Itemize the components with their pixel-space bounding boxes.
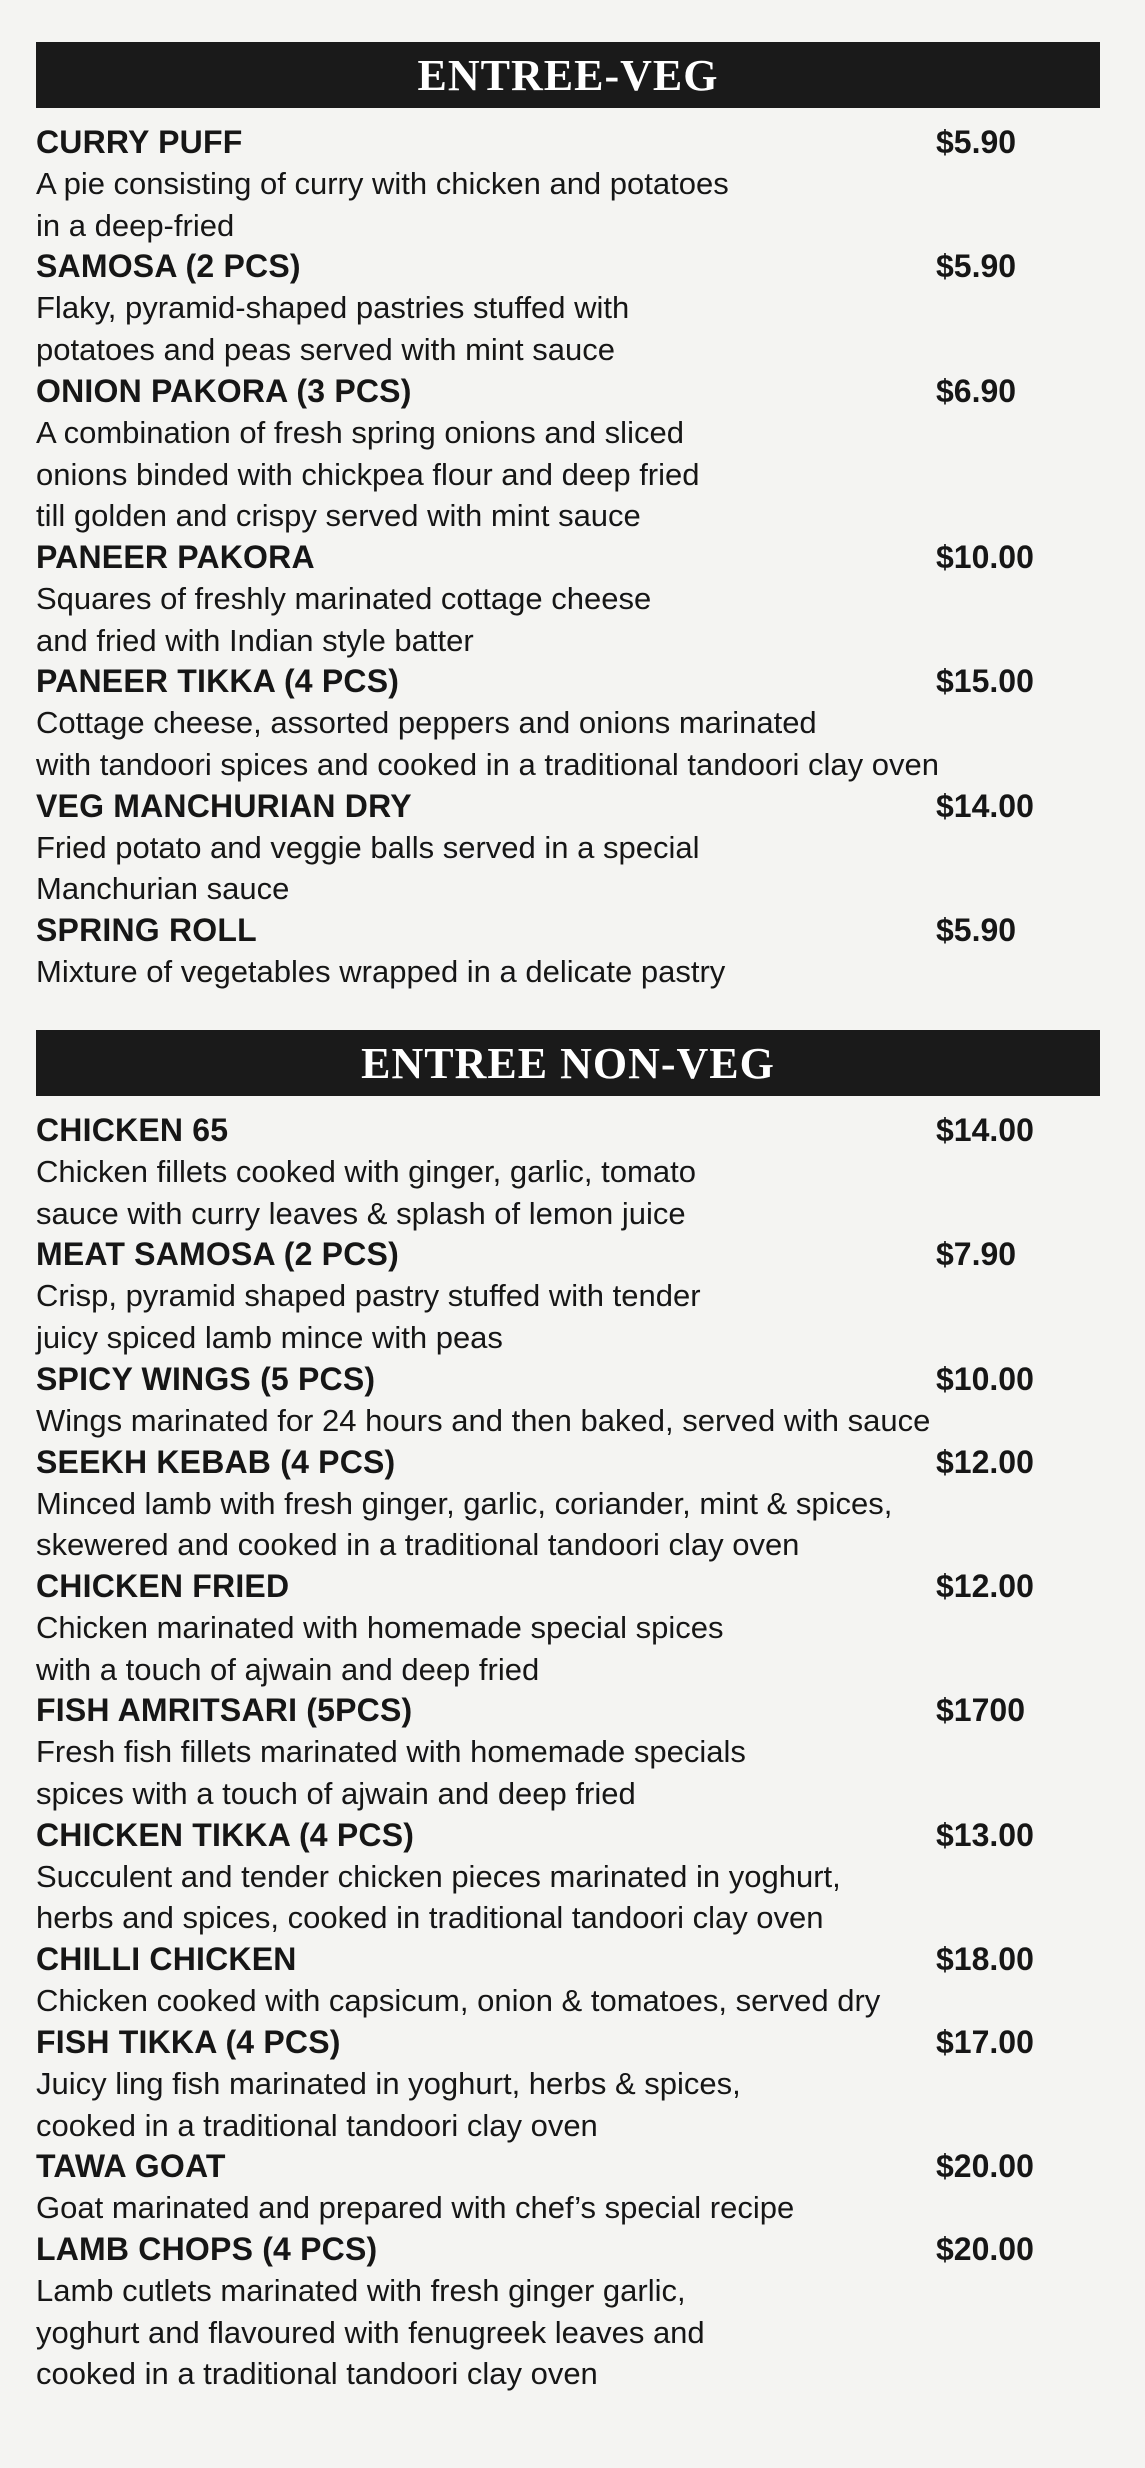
menu-item-price: $10.00 <box>936 538 1034 575</box>
menu-item <box>36 1359 1100 1442</box>
menu-item <box>36 537 1100 661</box>
menu-item-header <box>36 786 1100 827</box>
menu-item-price: $5.90 <box>936 124 1017 160</box>
menu-item-description: and fried with Indian style batter <box>36 622 474 658</box>
menu-item-list <box>36 122 1100 993</box>
menu-item-name: FISH AMRITSARI (5PCS) <box>36 1692 413 1729</box>
menu-item <box>36 246 1100 370</box>
menu-item <box>36 1442 1100 1566</box>
menu-item-description: Minced lamb with fresh ginger, garlic, coriander, mint & spices, <box>36 1485 893 1521</box>
menu-item-header <box>36 910 1100 951</box>
menu-item-description: spices with a touch of ajwain and deep fried <box>36 1776 636 1812</box>
menu-item-name: CURRY PUFF <box>36 124 243 160</box>
menu-item-header <box>36 1234 1100 1275</box>
menu-item-name: SEEKH KEBAB (4 PCS) <box>36 1443 396 1480</box>
menu-item <box>36 2146 1100 2229</box>
menu-item-price: $15.00 <box>936 663 1034 700</box>
menu-item-name: SAMOSA (2 PCS) <box>36 248 301 285</box>
menu-item-description: Crisp, pyramid shaped pastry stuffed with tender <box>36 1278 701 1314</box>
menu-item-name: FISH TIKKA (4 PCS) <box>36 2023 341 2060</box>
menu-item-header <box>36 2229 1100 2270</box>
menu-item <box>36 2229 1100 2395</box>
menu-item-description: juicy spiced lamb mince with peas <box>36 1320 503 1356</box>
menu-item-name: PANEER TIKKA (4 PCS) <box>36 663 400 700</box>
menu-item-header <box>36 1566 1100 1607</box>
menu-item-description: Succulent and tender chicken pieces marinated in yoghurt, <box>36 1858 841 1894</box>
menu-item-list <box>36 1110 1100 2395</box>
menu-item-description: cooked in a traditional tandoori clay oven <box>36 2107 598 2143</box>
menu-item-price: $13.00 <box>936 1816 1034 1853</box>
menu-item <box>36 1566 1100 1690</box>
menu-item-header <box>36 246 1100 287</box>
menu-item-price: $12.00 <box>936 1567 1034 1604</box>
menu-item-price: $1700 <box>936 1692 1025 1729</box>
menu-item-header <box>36 1110 1100 1151</box>
menu-item-description: yoghurt and flavoured with fenugreek leaves and <box>36 2314 705 2350</box>
menu-item <box>36 1939 1100 2022</box>
menu-item-description: Manchurian sauce <box>36 871 290 907</box>
menu-item-description: Wings marinated for 24 hours and then baked, served with sauce <box>36 1402 931 1438</box>
menu-item-price: $10.00 <box>936 1360 1034 1397</box>
menu-item-name: CHICKEN 65 <box>36 1112 229 1148</box>
section-title: ENTREE NON-VEG <box>36 1030 1100 1096</box>
menu-item-description: Squares of freshly marinated cottage cheese <box>36 580 652 616</box>
section-entree-veg <box>36 42 1100 993</box>
menu-item-name: MEAT SAMOSA (2 PCS) <box>36 1236 399 1273</box>
menu-item-description: Fried potato and veggie balls served in a special <box>36 829 700 865</box>
menu-item-price: $14.00 <box>936 787 1034 824</box>
menu-item-description: cooked in a traditional tandoori clay oven <box>36 2356 598 2392</box>
menu-item-name: TAWA GOAT <box>36 2148 226 2185</box>
menu-item-name: CHICKEN TIKKA (4 PCS) <box>36 1816 415 1853</box>
menu-item-header <box>36 1815 1100 1856</box>
menu-item-price: $12.00 <box>936 1443 1034 1480</box>
menu-item-description: in a deep-fried <box>36 207 235 243</box>
menu-item-description: Chicken fillets cooked with ginger, garlic, tomato <box>36 1154 696 1189</box>
menu-item-header <box>36 661 1100 702</box>
menu-item-name: SPICY WINGS (5 PCS) <box>36 1360 376 1397</box>
menu-item <box>36 1690 1100 1814</box>
menu-item-header <box>36 1939 1100 1980</box>
menu-item-description: Fresh fish fillets marinated with homemade specials <box>36 1734 746 1770</box>
menu-item-header <box>36 2146 1100 2187</box>
menu-item-name: ONION PAKORA (3 PCS) <box>36 372 412 409</box>
menu-item-header <box>36 2022 1100 2063</box>
menu-item-description: Goat marinated and prepared with chef’s special recipe <box>36 2190 795 2226</box>
menu-item-description: potatoes and peas served with mint sauce <box>36 332 616 368</box>
menu-item-description: skewered and cooked in a traditional tandoori clay oven <box>36 1527 800 1563</box>
menu-item-description: onions binded with chickpea flour and deep fried <box>36 456 700 492</box>
menu-item-description: Chicken marinated with homemade special spices <box>36 1609 724 1645</box>
menu-item-price: $17.00 <box>936 2023 1034 2060</box>
menu-item <box>36 910 1100 993</box>
menu-item-price: $5.90 <box>936 912 1017 949</box>
menu-item <box>36 786 1100 910</box>
menu-item-price: $7.90 <box>936 1236 1017 1273</box>
menu-item-price: $20.00 <box>936 2148 1034 2185</box>
menu-item-description: Lamb cutlets marinated with fresh ginger garlic, <box>36 2272 686 2308</box>
menu-item-name: CHILLI CHICKEN <box>36 1941 297 1978</box>
menu-item-description: Juicy ling fish marinated in yoghurt, herbs & spices, <box>36 2065 741 2101</box>
menu-item-description: sauce with curry leaves & splash of lemon juice <box>36 1195 686 1231</box>
menu-item <box>36 1815 1100 1939</box>
menu-item <box>36 2022 1100 2146</box>
menu-item-price: $6.90 <box>936 372 1017 409</box>
menu-item <box>36 371 1100 537</box>
menu-item-header <box>36 122 1100 163</box>
menu-item-description: with tandoori spices and cooked in a traditional tandoori clay oven <box>36 747 939 783</box>
menu-item-header <box>36 1442 1100 1483</box>
menu-item <box>36 122 1100 246</box>
menu-item-name: SPRING ROLL <box>36 912 257 949</box>
menu-item-description: A pie consisting of curry with chicken and potatoes <box>36 166 729 201</box>
menu-item-name: VEG MANCHURIAN DRY <box>36 787 412 824</box>
menu-item-header <box>36 371 1100 412</box>
menu-item-description: Chicken cooked with capsicum, onion & tomatoes, served dry <box>36 1983 881 2019</box>
section-entree-non-veg <box>36 1030 1100 2395</box>
menu-item-description: Cottage cheese, assorted peppers and onions marinated <box>36 705 817 741</box>
menu-item-header <box>36 1690 1100 1731</box>
section-title: ENTREE-VEG <box>36 42 1100 108</box>
menu-item-description: A combination of fresh spring onions and sliced <box>36 414 684 450</box>
menu-item-description: till golden and crispy served with mint sauce <box>36 498 641 534</box>
menu-item-name: CHICKEN FRIED <box>36 1567 290 1604</box>
menu-item-price: $20.00 <box>936 2230 1034 2267</box>
menu-item-description: Flaky, pyramid-shaped pastries stuffed with <box>36 290 630 326</box>
menu-item <box>36 661 1100 785</box>
menu-item-price: $14.00 <box>936 1112 1034 1148</box>
menu-item-header <box>36 537 1100 578</box>
menu-item <box>36 1110 1100 1234</box>
menu-item-price: $5.90 <box>936 248 1017 285</box>
menu-item-description: with a touch of ajwain and deep fried <box>36 1651 540 1687</box>
menu-item-name: PANEER PAKORA <box>36 538 315 575</box>
menu-item-description: herbs and spices, cooked in traditional tandoori clay oven <box>36 1900 824 1936</box>
menu-item-price: $18.00 <box>936 1941 1034 1978</box>
menu-item-name: LAMB CHOPS (4 PCS) <box>36 2230 378 2267</box>
menu-item-header <box>36 1359 1100 1400</box>
menu-item-description: Mixture of vegetables wrapped in a delicate pastry <box>36 954 726 990</box>
menu-item <box>36 1234 1100 1358</box>
